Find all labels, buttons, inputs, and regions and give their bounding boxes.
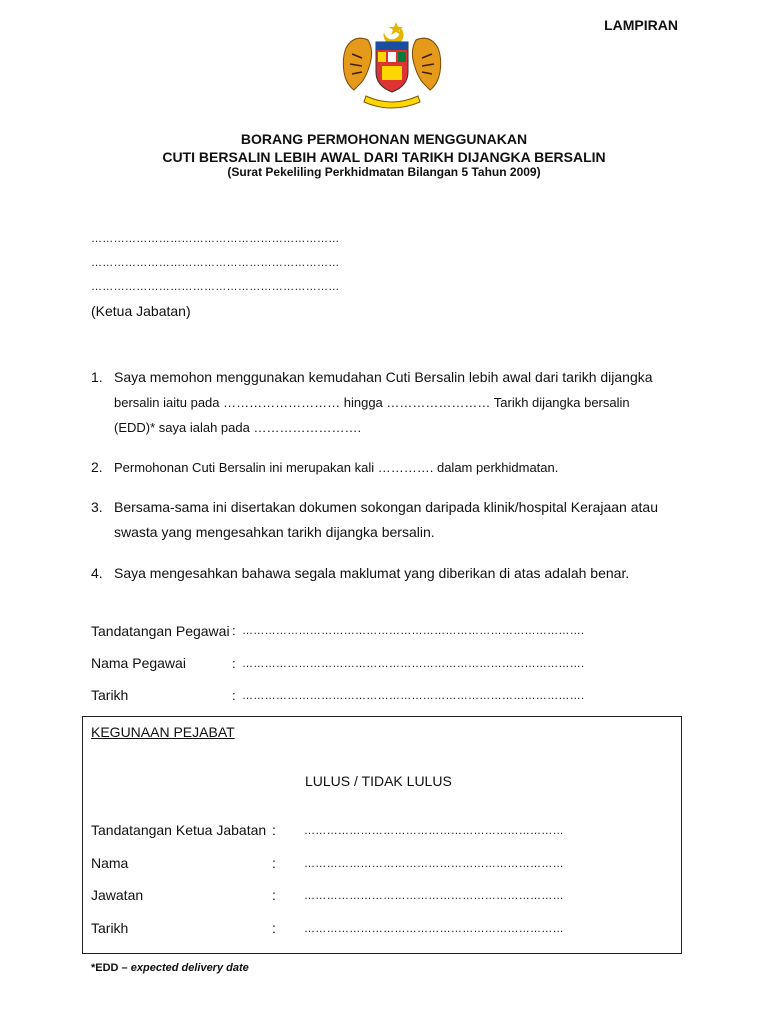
head-name-colon: :	[272, 855, 276, 871]
list-item	[91, 561, 681, 586]
officer-date-colon: :	[232, 688, 236, 703]
officer-name-label: Nama Pegawai	[91, 655, 186, 671]
item-4-line1: Saya mengesahkan bahawa segala maklumat yang diberikan di atas adalah benar.	[114, 565, 630, 581]
list-item	[91, 495, 681, 545]
item-1-line2: bersalin iaitu pada ……………………… hingga …………………… Tarikh dijangka bersalin	[114, 395, 630, 410]
list-item	[91, 365, 681, 440]
item-1-line3: (EDD)* saya ialah pada …………………….	[114, 420, 362, 435]
officer-signature-field[interactable]: ……………………………………………………………………………….	[242, 625, 585, 637]
item-2-line1: Permohonan Cuti Bersalin ini merupakan kali …………. dalam perkhidmatan.	[114, 460, 559, 475]
item-3-line2: swasta yang mengesahkan tarikh dijangka bersalin.	[114, 524, 435, 540]
position-label: Jawatan	[91, 887, 144, 903]
head-signature-colon: :	[272, 822, 276, 838]
officer-date-field[interactable]: ……………………………………………………………………………….	[242, 690, 585, 702]
position-colon: :	[272, 887, 276, 903]
officer-signature-label: Tandatangan Pegawai	[91, 623, 230, 639]
recipient-label: (Ketua Jabatan)	[91, 303, 191, 319]
footnote-prefix: *EDD –	[91, 962, 131, 974]
item-number: 1.	[91, 369, 103, 385]
officer-name-field[interactable]: ……………………………………………………………………………….	[242, 658, 585, 670]
address-line-1[interactable]: …………………………………………………………	[91, 233, 340, 245]
officer-name-colon: :	[232, 656, 236, 671]
malaysia-coat-of-arms-icon	[336, 18, 448, 114]
office-date-label: Tarikh	[91, 920, 129, 936]
list-item	[91, 455, 681, 480]
officer-signature-colon: :	[232, 623, 236, 638]
item-1-line1: Saya memohon menggunakan kemudahan Cuti Bersalin lebih awal dari tarikh dijangka	[114, 369, 653, 385]
item-number: 2.	[91, 459, 103, 475]
form-title-line3: (Surat Pekeliling Perkhidmatan Bilangan 5 Tahun 2009)	[227, 165, 541, 179]
lampiran-label: LAMPIRAN	[604, 17, 678, 33]
office-date-colon: :	[272, 920, 276, 936]
form-title-line1: BORANG PERMOHONAN MENGGUNAKAN	[240, 131, 528, 147]
head-name-field[interactable]: ……………………………………………………………	[304, 858, 564, 870]
form-title-line2: CUTI BERSALIN LEBIH AWAL DARI TARIKH DIJANGKA BERSALIN	[162, 149, 606, 165]
head-name-label: Nama	[91, 855, 129, 871]
address-line-2[interactable]: …………………………………………………………	[91, 257, 340, 269]
head-signature-field[interactable]: ……………………………………………………………	[304, 825, 564, 837]
approval-decision[interactable]: LULUS / TIDAK LULUS	[305, 773, 452, 789]
item-number: 4.	[91, 565, 103, 581]
footnote-text: expected delivery date	[130, 962, 249, 974]
office-use-heading: KEGUNAAN PEJABAT	[91, 724, 235, 740]
head-signature-label: Tandatangan Ketua Jabatan	[91, 822, 267, 838]
officer-date-label: Tarikh	[91, 687, 129, 703]
item-number: 3.	[91, 499, 103, 515]
item-3-line1: Bersama-sama ini disertakan dokumen sokongan daripada klinik/hospital Kerajaan atau	[114, 499, 658, 515]
office-date-field[interactable]: ……………………………………………………………	[304, 923, 564, 935]
footnote	[91, 962, 249, 974]
position-field[interactable]: ……………………………………………………………	[304, 890, 564, 902]
address-line-3[interactable]: …………………………………………………………	[91, 281, 340, 293]
